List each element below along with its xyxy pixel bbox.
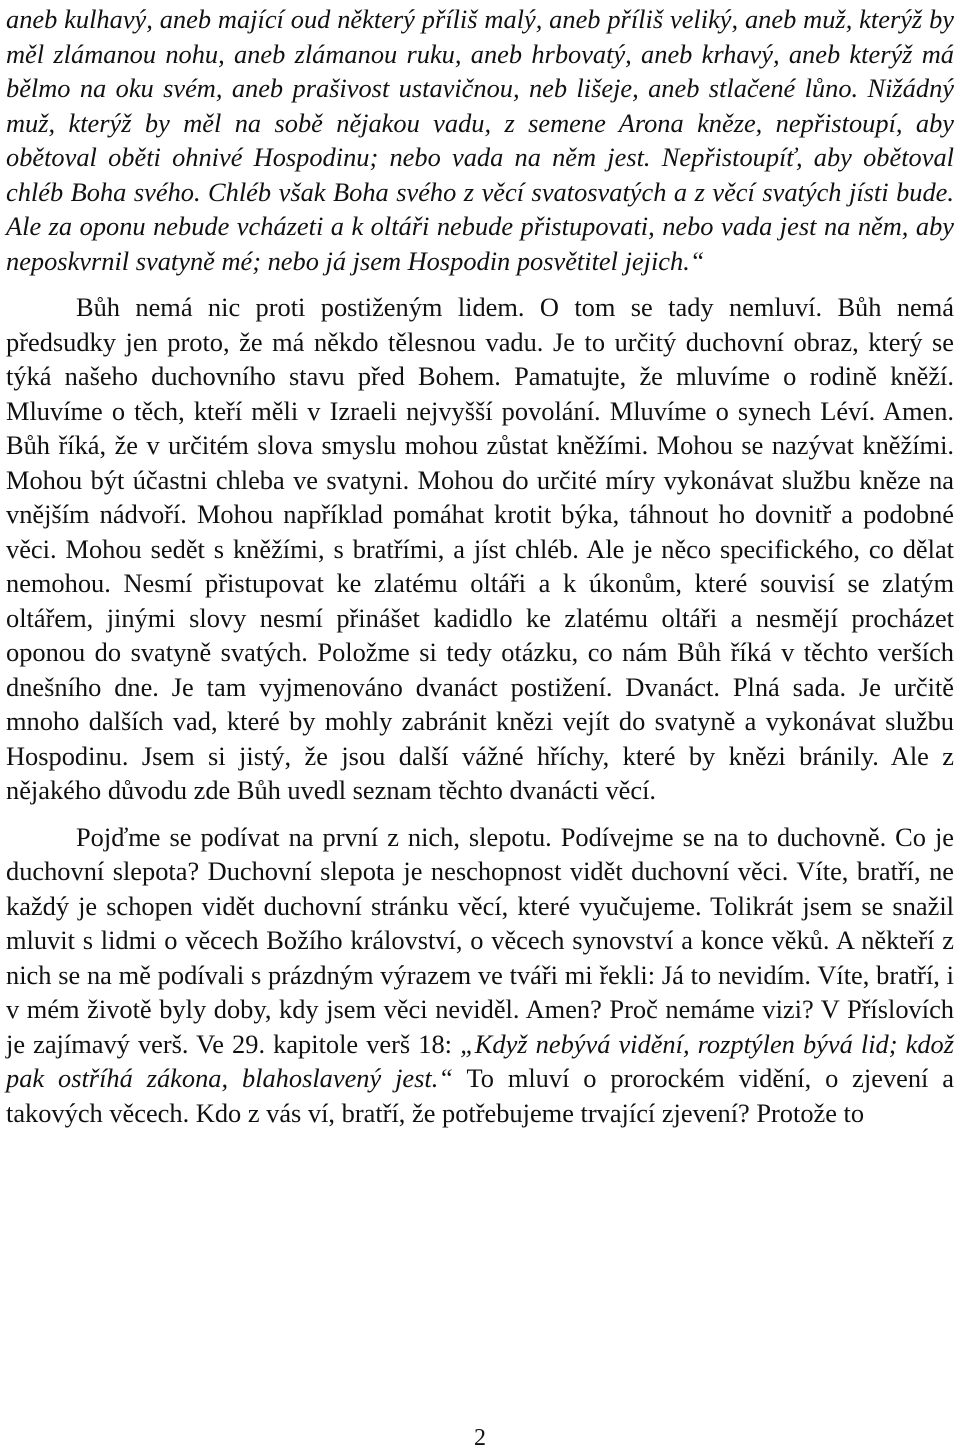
page-number: 2 (474, 1425, 486, 1451)
proverbs-quote: „Když nebývá vidění, rozptýlen bývá lid; kdož pak ostříhá zákona, blahoslavený jest.“ (6, 1028, 954, 1093)
document-page (6, 2, 954, 1130)
body-paragraph-disabilities: Bůh nemá nic proti postiženým lidem. O tom se tady nemluví. Bůh nemá předsudky jen proto, že má někdo tělesnou vadu. Je to určitý duchovní obraz, který se týká našeho duchovního stavu před Bohem. Pamatujte, že mluvíme o rodině kněží. Mluvíme o těch, kteří měli v Izraeli nejvyšší povolání. Mluvíme o synech Léví. Amen. Bůh říká, že v určitém slova smyslu mohou zůstat kněžími. Mohou se nazývat kněžími. Mohou být účastni chleba ve svatyni. Mohou do určité míry vykonávat službu kněze na vnějším nádvoří. Mohou například pomáhat krotit býka, táhnout ho dovnitř a podobné věci. Mohou sedět s kněžími, s bratřími, a jíst chléb. Ale je něco specifického, co dělat nemohou. Nesmí přistupovat ke zlatému oltáři a k úkonům, které souvisí se zlatým oltářem, jinými slovy nesmí přinášet kadidlo ke zlatému oltáři a nesmějí procházet oponou do svatyně svatých. Položme si tedy otázku, co nám Bůh říká v těchto verších dnešního dne. Je tam vyjmenováno dvanáct postižení. Dvanáct. Plná sada. Je určitě mnoho dalších vad, které by mohly zabránit knězi vejít do svatyně a vykonávat službu Hospodinu. Jsem si jistý, že jsou další vážné hříchy, které by knězi bránily. Ale z nějakého důvodu zde Bůh uvedl seznam těchto dvanácti věcí. (6, 292, 954, 805)
paragraph-text: Pojďme se podívat na první z nich, slepotu. Podívejme se na to duchovně. Co je duchovní slepota? Duchovní slepota je neschopnost vidět duchovní věci. Víte, bratří, ne každý je schopen vidět duchovní stránku věcí, které vyučujeme. Tolikrát jsem se snažil mluvit s lidmi o věcech Božího království, o věcech synovství a konce věků. A někteří z nich se na mě podívali s prázdným výrazem ve tváři mi řekli: Já to nevidím. Víte, bratří, i v mém životě byly doby, kdy jsem věci neviděl. Amen? Proč nemáme vizi? V Příslovích je zajímavý verš. Ve 29. kapitole verš 18: (6, 821, 954, 1059)
body-paragraph-blindness (6, 820, 954, 1131)
paragraph-spacing (6, 278, 954, 290)
scripture-quote-paragraph: aneb kulhavý, aneb mající oud některý příliš malý, aneb příliš veliký, aneb muž, kterýž by měl zlámanou nohu, aneb zlámanou ruku, aneb hrbovatý, aneb krhavý, aneb kterýž má bělmo na oku svém, aneb prašivost ustavičnou, neb lišeje, aneb stlačené lůno. Nižádný muž, kterýž by měl na sobě nějakou vadu, z semene Arona kněze, nepřistoupí, aby obětoval oběti ohnivé Hospodinu; nebo vada na něm jest. Nepřistoupíť, aby obětoval chléb Boha svého. Chléb však Boha svého z věcí svatosvatých a z věcí svatých jísti bude. Ale za oponu nebude vcházeti a k oltáři nebude přistupovati, nebo vada jest na něm, aby neposkvrnil svatyně mé; nebo já jsem Hospodin posvětitel jejich.“ (6, 4, 954, 276)
paragraph-spacing (6, 808, 954, 820)
paragraph-text: To mluví o prorockém vidění, o zjevení a takových věcech. Kdo z vás ví, bratří, že potřebujeme trvající zjevení? Protože to (6, 1063, 954, 1128)
